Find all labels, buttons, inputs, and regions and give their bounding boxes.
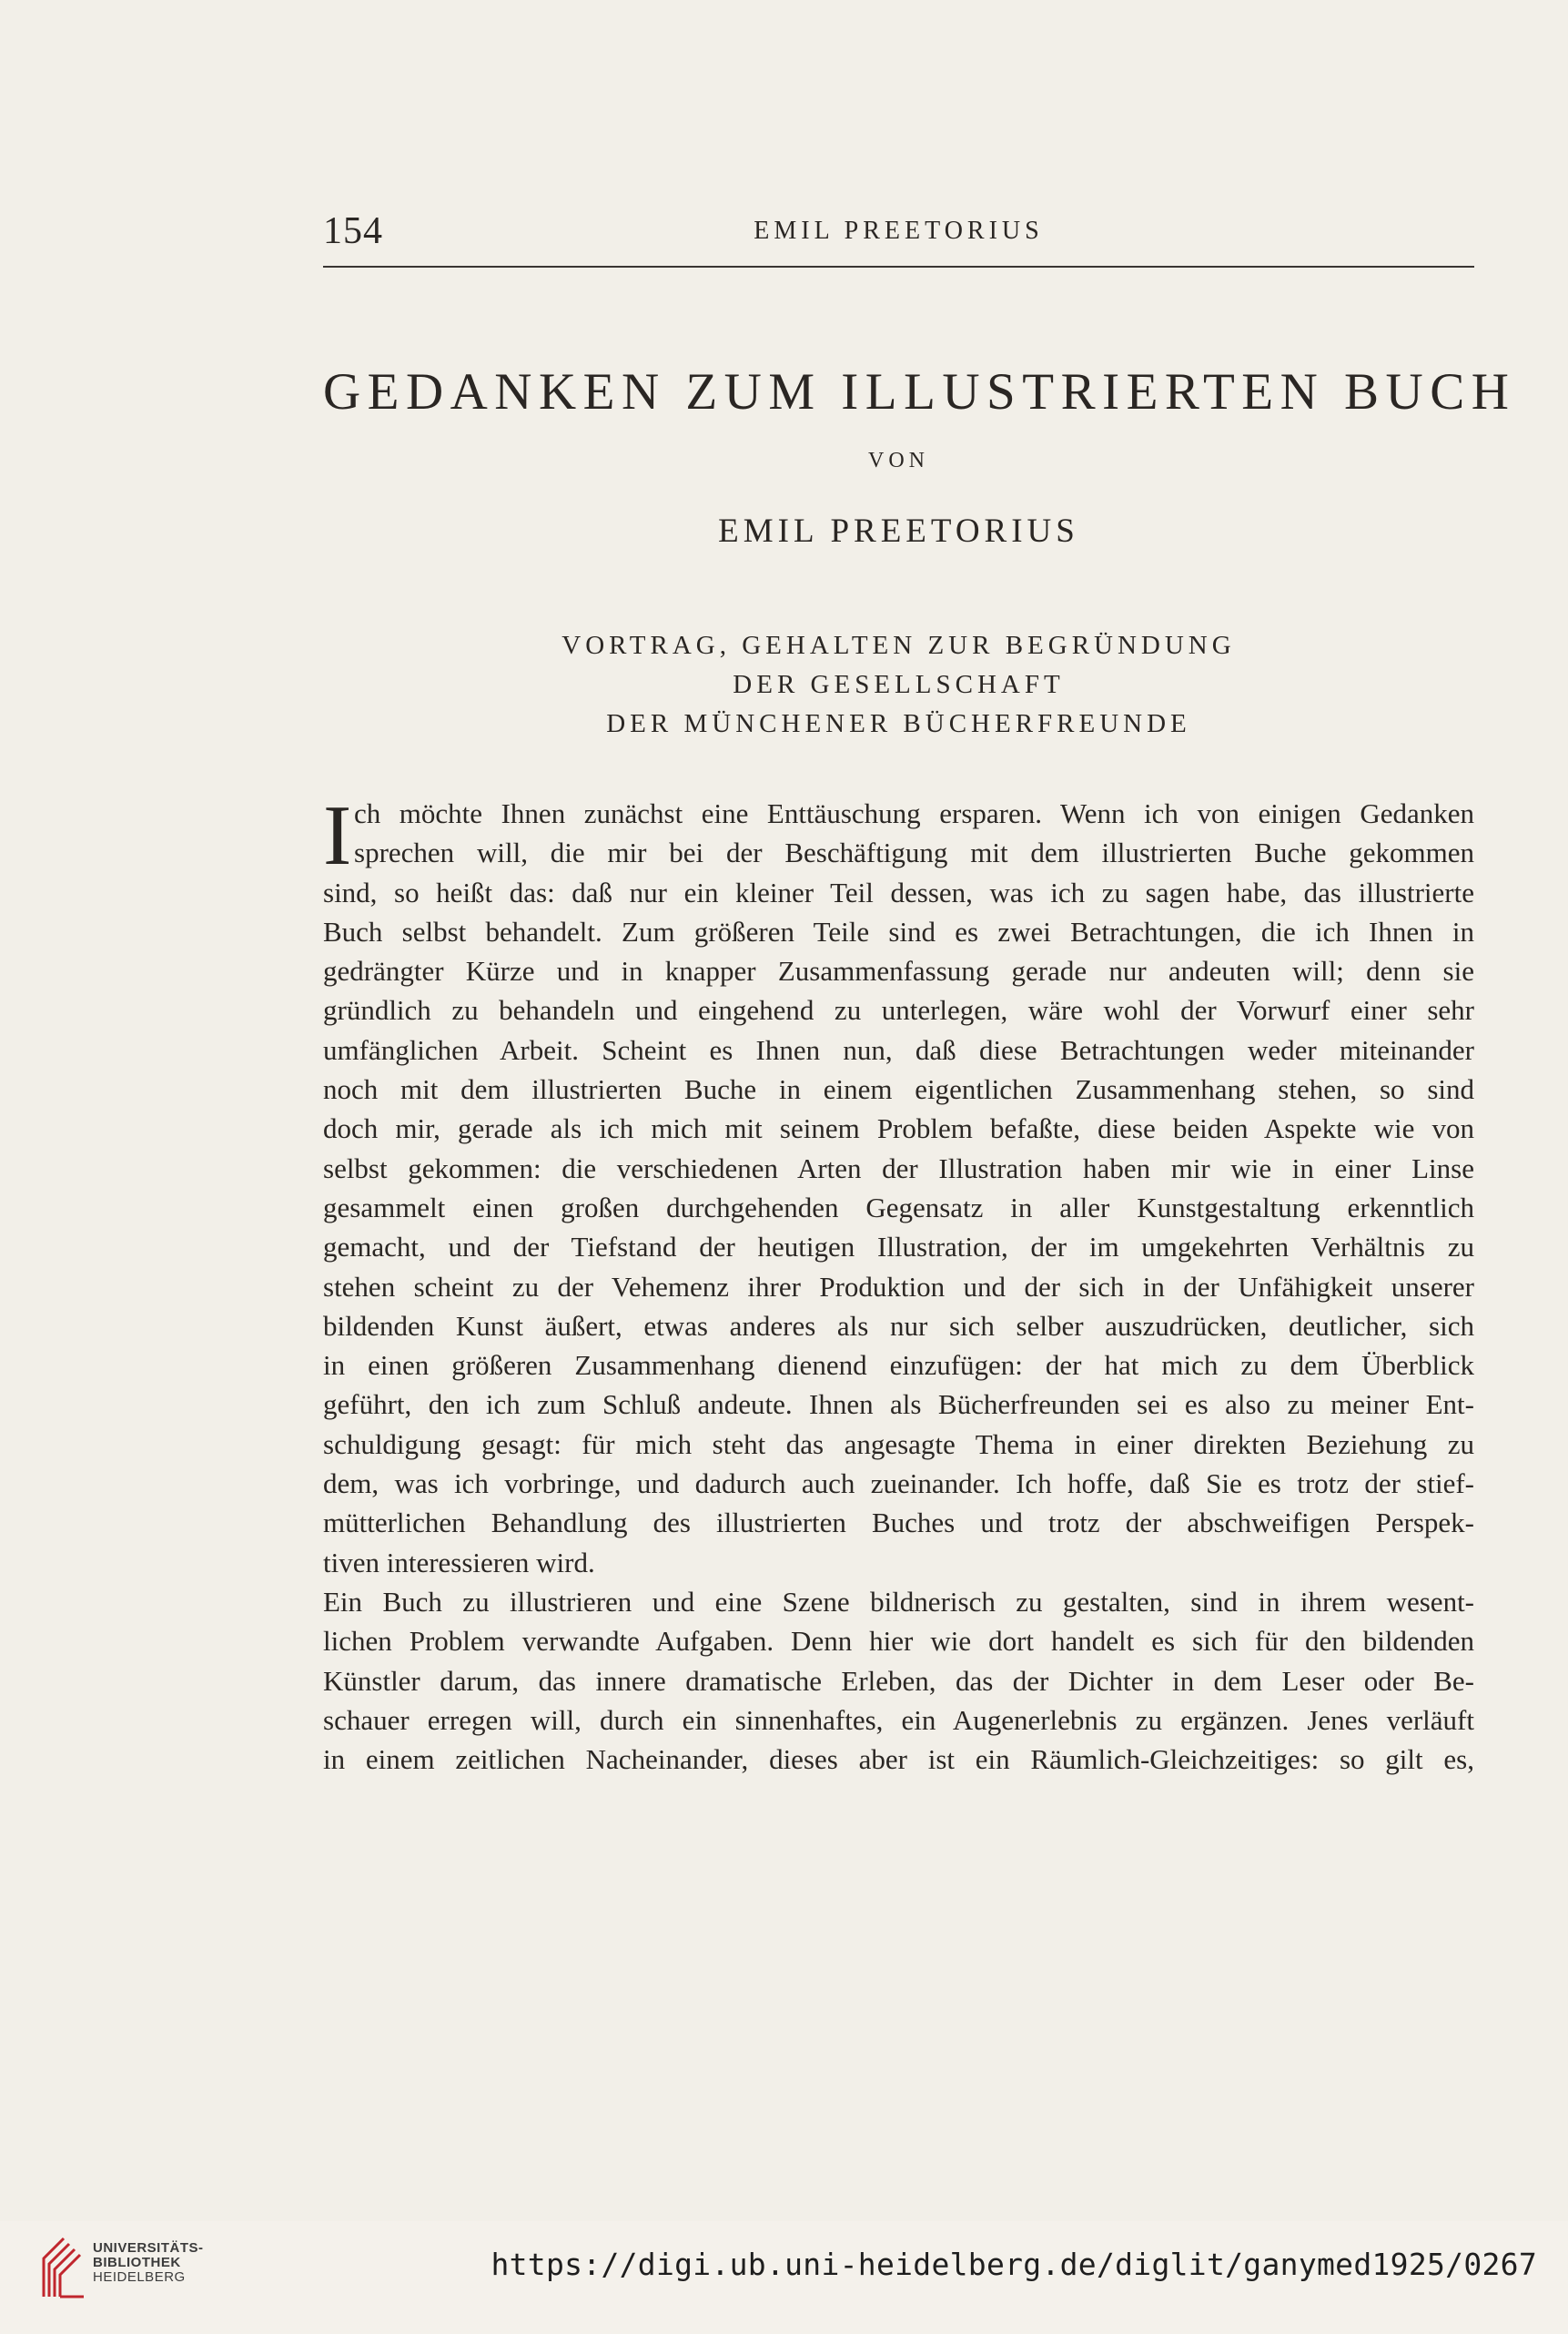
library-logo-icon	[36, 2233, 91, 2306]
paragraph-1-opening	[323, 794, 1474, 873]
byline-von: VON	[868, 449, 929, 472]
text-line: geführt, den ich zum Schluß andeute. Ihnen als Bücherfreunden sei es also zu meiner Ent-	[323, 1388, 1474, 1421]
text-line: gründlich zu behandeln und eingehend zu unterlegen, wäre wohl der Vorwurf einer sehr	[323, 994, 1474, 1027]
text-line: gedrängter Kürze und in knapper Zusammenfassung gerade nur andeuten will; denn sie	[323, 955, 1474, 988]
library-name-line: HEIDELBERG	[93, 2269, 186, 2285]
page-number: 154	[323, 210, 383, 252]
text-line: Ein Buch zu illustrieren und eine Szene bildnerisch zu gestalten, sind in ihrem wesent-	[323, 1585, 1474, 1618]
subtitle-line: DER GESELLSCHAFT	[733, 670, 1065, 699]
text-line: sprechen will, die mir bei der Beschäftigung mit dem illustrierten Buche gekommen	[354, 837, 1474, 869]
library-name	[93, 2241, 204, 2285]
subtitle-line: DER MÜNCHENER BÜCHERFREUNDE	[606, 709, 1191, 738]
text-line: in einen größeren Zusammenhang dienend einzufügen: der hat mich zu dem Überblick	[323, 1349, 1474, 1382]
text-line: umfänglichen Arbeit. Scheint es Ihnen nun, daß diese Betrachtungen weder miteinander	[323, 1033, 1474, 1066]
text-line: Künstler darum, das innere dramatische Erleben, das der Dichter in dem Leser oder Be-	[323, 1664, 1474, 1697]
author-name: EMIL PREETORIUS	[718, 512, 1079, 550]
running-head: EMIL PREETORIUS	[754, 217, 1044, 245]
header-rule	[323, 266, 1474, 268]
page-header	[323, 209, 1474, 262]
drop-cap: I	[323, 788, 352, 883]
text-line: Buch selbst behandelt. Zum größeren Teile sind es zwei Betrachtungen, die ich Ihnen in	[323, 915, 1474, 948]
text-line: bildenden Kunst äußert, etwas anderes als nur sich selber auszudrücken, deutlicher, sich	[323, 1309, 1474, 1342]
text-line: mütterlichen Behandlung des illustrierten Buches und trotz der abschweifigen Perspek-	[323, 1507, 1474, 1539]
body-text	[323, 788, 1474, 1779]
paragraph-1	[323, 873, 1474, 1582]
text-line: noch mit dem illustrierten Buche in einem eigentlichen Zusammenhang stehen, so sind	[323, 1073, 1474, 1106]
text-line: selbst gekommen: die verschiedenen Arten der Illustration haben mir wie in einer Linse	[323, 1152, 1474, 1184]
subtitle-line: VORTRAG, GEHALTEN ZUR BEGRÜNDUNG	[561, 631, 1236, 660]
text-line: doch mir, gerade als ich mich mit seinem Problem befaßte, diese beiden Aspekte wie von	[323, 1112, 1474, 1145]
text-line: gesammelt einen großen durchgehenden Gegensatz in aller Kunstgestaltung erkenntlich	[323, 1191, 1474, 1223]
text-line: gemacht, und der Tiefstand der heutigen Illustration, der im umgekehrten Verhältnis zu	[323, 1231, 1474, 1263]
article-title: GEDANKEN ZUM ILLUSTRIERTEN BUCH	[323, 363, 1516, 421]
text-line: ch möchte Ihnen zunächst eine Enttäuschung ersparen. Wenn ich von einigen Gedanken	[354, 797, 1474, 829]
library-name-line: BIBLIOTHEK	[93, 2255, 181, 2270]
text-line: tiven interessieren wird.	[323, 1546, 595, 1578]
text-line: in einem zeitlichen Nacheinander, dieses aber ist ein Räumlich-Gleichzeitiges: so gilt es,	[323, 1743, 1474, 1776]
text-line: stehen scheint zu der Vehemenz ihrer Produktion und der sich in der Unfähigkeit unserer	[323, 1270, 1474, 1303]
text-line: lichen Problem verwandte Aufgaben. Denn hier wie dort handelt es sich für den bildenden	[323, 1625, 1474, 1658]
library-name-line: UNIVERSITÄTS-	[93, 2240, 204, 2256]
subtitle	[323, 626, 1474, 744]
text-line: schauer erregen will, durch ein sinnenhaftes, ein Augenerlebnis zu ergänzen. Jenes verläuft	[323, 1703, 1474, 1736]
text-line: sind, so heißt das: daß nur ein kleiner Teil dessen, was ich zu sagen habe, das illustrierte	[323, 876, 1474, 908]
source-url-link[interactable]: https://digi.ub.uni-heidelberg.de/diglit/ganymed1925/0267	[491, 2247, 1537, 2282]
text-line: dem, was ich vorbringe, und dadurch auch zueinander. Ich hoffe, daß Sie es trotz der stief-	[323, 1467, 1474, 1500]
paragraph-2	[323, 1582, 1474, 1779]
text-line: schuldigung gesagt: für mich steht das angesagte Thema in einer direkten Beziehung zu	[323, 1427, 1474, 1460]
